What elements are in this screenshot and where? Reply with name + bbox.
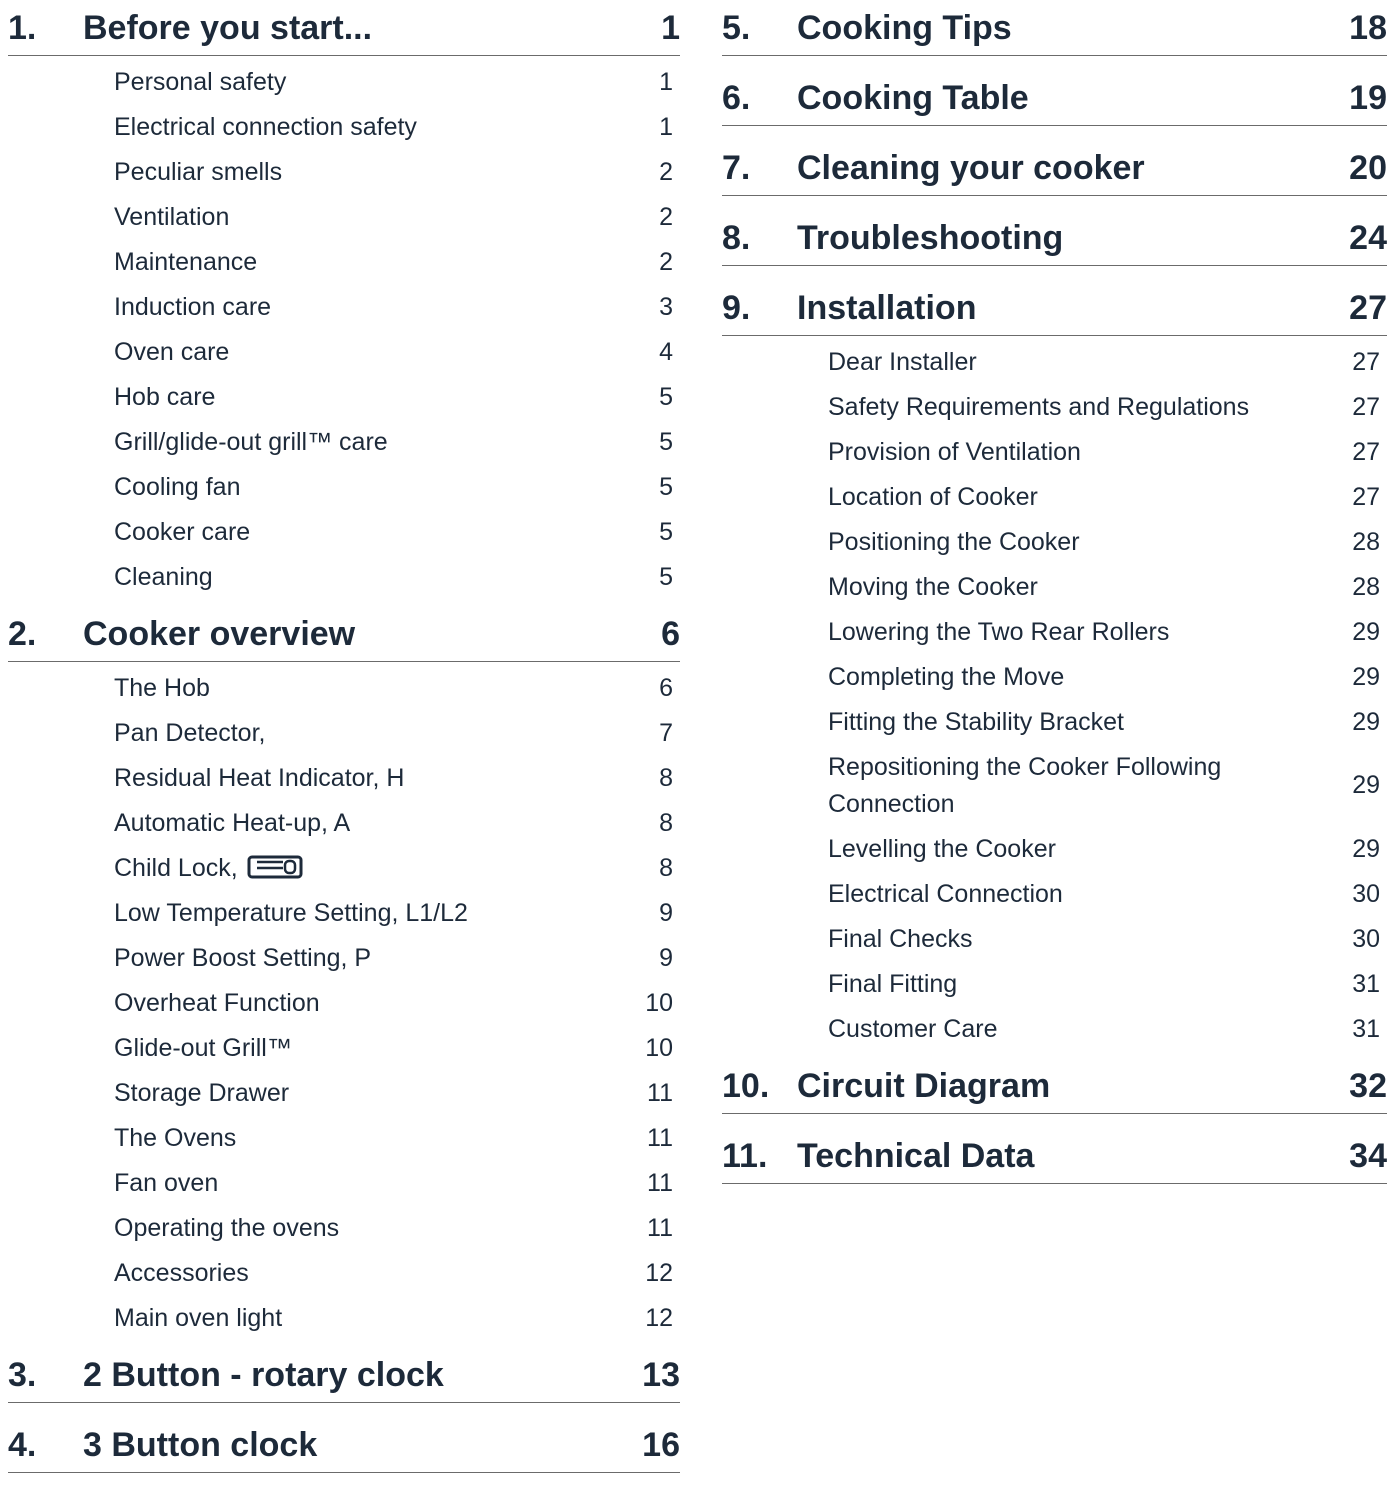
toc-entry[interactable]: [8, 60, 680, 105]
toc-section-heading[interactable]: [8, 0, 680, 56]
toc-entry[interactable]: [722, 340, 1387, 385]
entry-page-number: 27: [1352, 348, 1380, 376]
entry-label: Dear Installer: [828, 348, 977, 376]
entry-label: Positioning the Cooker: [828, 528, 1080, 556]
section-title: Circuit Diagram: [797, 1067, 1051, 1105]
entry-page-number: 11: [647, 1079, 673, 1107]
section-page-number: 16: [642, 1426, 680, 1464]
toc-entry[interactable]: [722, 475, 1387, 520]
entry-page-number: 9: [659, 944, 673, 972]
section-number: 10.: [722, 1067, 770, 1105]
section-title: 2 Button - rotary clock: [83, 1356, 444, 1394]
entry-page-number: 28: [1352, 528, 1380, 556]
toc-section: [8, 1417, 680, 1487]
toc-entry[interactable]: [8, 711, 680, 756]
toc-entry[interactable]: [722, 1007, 1387, 1052]
entry-page-number: 8: [659, 764, 673, 792]
entry-page-number: 9: [659, 899, 673, 927]
entry-page-number: 5: [659, 383, 673, 411]
section-title: 3 Button clock: [83, 1426, 318, 1464]
toc-entry[interactable]: [722, 610, 1387, 655]
entry-label: Electrical connection safety: [114, 113, 417, 141]
toc-section: [8, 0, 680, 606]
entry-page-number: 27: [1352, 438, 1380, 466]
entry-page-number: 31: [1352, 970, 1380, 998]
section-number: 2.: [8, 615, 37, 653]
toc-section-heading[interactable]: [8, 1347, 680, 1403]
entry-page-number: 2: [659, 158, 673, 186]
entry-label: The Hob: [114, 674, 210, 702]
toc-section: [722, 70, 1387, 140]
toc-entry[interactable]: [722, 827, 1387, 872]
toc-entry[interactable]: [8, 666, 680, 711]
section-title: Cleaning your cooker: [797, 149, 1145, 187]
toc-entry[interactable]: [8, 420, 680, 465]
entry-label: Oven care: [114, 338, 230, 366]
entry-page-number: 5: [659, 563, 673, 591]
section-title: Before you start...: [83, 9, 373, 47]
entry-page-number: 29: [1352, 663, 1380, 691]
entry-label: Storage Drawer: [114, 1079, 290, 1107]
toc-entry[interactable]: [8, 1161, 680, 1206]
entry-label: Residual Heat Indicator, H: [114, 764, 405, 792]
entry-page-number: 29: [1352, 835, 1380, 863]
entry-label: Fitting the Stability Bracket: [828, 708, 1124, 736]
toc-entry[interactable]: [722, 655, 1387, 700]
entry-label: Customer Care: [828, 1015, 998, 1043]
toc-entry[interactable]: [8, 1206, 680, 1251]
toc-section-heading[interactable]: [8, 606, 680, 662]
entry-label: Pan Detector,: [114, 719, 266, 747]
toc-right-column: [722, 0, 1387, 1198]
entry-label: The Ovens: [114, 1124, 237, 1152]
entry-page-number: 5: [659, 473, 673, 501]
entry-page-number: 10: [645, 1034, 673, 1062]
entry-label: Levelling the Cooker: [828, 835, 1056, 863]
toc-entry[interactable]: [8, 936, 680, 981]
entry-page-number: 8: [659, 854, 673, 882]
entry-page-number: 11: [647, 1124, 673, 1152]
entry-label: Final Fitting: [828, 970, 958, 998]
toc-entry[interactable]: [722, 745, 1387, 827]
entry-page-number: 4: [659, 338, 673, 366]
entry-page-number: 27: [1352, 393, 1380, 421]
entry-label: Lowering the Two Rear Rollers: [828, 618, 1170, 646]
section-number: 5.: [722, 9, 751, 47]
entry-page-number: 6: [659, 674, 673, 702]
toc-section: [722, 280, 1387, 1058]
entry-page-number: 30: [1352, 880, 1380, 908]
toc-entry[interactable]: [8, 1026, 680, 1071]
entry-label: Electrical Connection: [828, 880, 1063, 908]
child-lock-icon: [247, 854, 305, 891]
toc-entry[interactable]: [8, 1071, 680, 1116]
entry-page-number: 12: [645, 1259, 673, 1287]
section-number: 3.: [8, 1356, 37, 1394]
toc-entry[interactable]: [722, 872, 1387, 917]
section-page-number: 13: [642, 1356, 680, 1394]
toc-entry[interactable]: [8, 1251, 680, 1296]
entry-label: Operating the ovens: [114, 1214, 340, 1242]
entry-label: Glide-out Grill™: [114, 1034, 292, 1062]
section-page-number: 20: [1349, 149, 1387, 187]
entry-page-number: 30: [1352, 925, 1380, 953]
entry-page-number: 5: [659, 428, 673, 456]
toc-entry[interactable]: [8, 756, 680, 801]
toc-section: [722, 210, 1387, 280]
entry-page-number: 3: [659, 293, 673, 321]
section-number: 7.: [722, 149, 751, 187]
toc-entry[interactable]: [8, 375, 680, 420]
entry-label: Low Temperature Setting, L1/L2: [114, 899, 468, 927]
section-page-number: 24: [1349, 219, 1387, 257]
toc-section-heading[interactable]: [722, 1058, 1387, 1114]
section-title: Troubleshooting: [797, 219, 1064, 257]
toc-section-heading[interactable]: [722, 140, 1387, 196]
toc-entry[interactable]: [8, 465, 680, 510]
section-page-number: 6: [661, 615, 680, 653]
toc-entry[interactable]: [8, 285, 680, 330]
toc-entry[interactable]: [8, 195, 680, 240]
entry-page-number: 5: [659, 518, 673, 546]
section-number: 9.: [722, 289, 751, 327]
entry-label: Completing the Move: [828, 663, 1065, 691]
toc-section-heading[interactable]: [722, 1128, 1387, 1184]
entry-label: Final Checks: [828, 925, 973, 953]
toc-entry[interactable]: [722, 385, 1387, 430]
entry-label: Safety Requirements and Regulations: [828, 393, 1250, 421]
section-title: Installation: [797, 289, 977, 327]
section-page-number: 34: [1349, 1137, 1387, 1175]
section-number: 11.: [722, 1137, 768, 1175]
toc-entry[interactable]: [722, 430, 1387, 475]
toc-entry[interactable]: [8, 105, 680, 150]
entry-page-number: 29: [1352, 771, 1380, 799]
toc-entry[interactable]: [8, 1116, 680, 1161]
entry-page-number: 1: [659, 113, 673, 141]
entry-page-number: 12: [645, 1304, 673, 1332]
entry-label: Grill/glide-out grill™ care: [114, 428, 388, 456]
toc-entry[interactable]: [722, 565, 1387, 610]
section-page-number: 32: [1349, 1067, 1387, 1105]
entry-page-number: 7: [659, 719, 673, 747]
entry-page-number: 11: [647, 1214, 673, 1242]
entry-label: Overheat Function: [114, 989, 320, 1017]
toc-section: [8, 1347, 680, 1417]
toc-section-heading[interactable]: [8, 1417, 680, 1473]
toc-entry[interactable]: [722, 700, 1387, 745]
section-number: 4.: [8, 1426, 37, 1464]
toc-entry[interactable]: [722, 917, 1387, 962]
entry-page-number: 8: [659, 809, 673, 837]
entry-label: Cleaning: [114, 563, 213, 591]
entry-label: Cooling fan: [114, 473, 241, 501]
section-page-number: 27: [1349, 289, 1387, 327]
toc-entry[interactable]: [722, 520, 1387, 565]
entry-page-number: 11: [647, 1169, 673, 1197]
toc-entry[interactable]: [8, 891, 680, 936]
toc-section: [722, 1128, 1387, 1198]
entry-label: Automatic Heat-up, A: [114, 809, 351, 837]
section-page-number: 19: [1349, 79, 1387, 117]
section-title: Cooking Table: [797, 79, 1029, 117]
toc-section: [722, 1058, 1387, 1128]
entry-page-number: 29: [1352, 618, 1380, 646]
toc-section: [722, 0, 1387, 70]
toc-section-heading[interactable]: [722, 210, 1387, 266]
entry-label: Induction care: [114, 293, 272, 321]
section-page-number: 1: [661, 9, 680, 47]
section-title: Technical Data: [797, 1137, 1035, 1175]
entry-page-number: 2: [659, 203, 673, 231]
entry-label: Main oven light: [114, 1304, 283, 1332]
entry-label: Peculiar smells: [114, 158, 283, 186]
entry-label: Maintenance: [114, 248, 258, 276]
toc-section-heading[interactable]: [722, 0, 1387, 56]
toc-entry[interactable]: [8, 981, 680, 1026]
toc-entry[interactable]: [8, 801, 680, 846]
entry-label: Power Boost Setting, P: [114, 944, 372, 972]
toc-entry[interactable]: [8, 846, 680, 891]
entry-label: Personal safety: [114, 68, 287, 96]
section-title: Cooking Tips: [797, 9, 1012, 47]
toc-entry[interactable]: [8, 1296, 680, 1341]
entry-label: Hob care: [114, 383, 216, 411]
entry-page-number: 10: [645, 989, 673, 1017]
entry-label: Ventilation: [114, 203, 230, 231]
entry-page-number: 2: [659, 248, 673, 276]
entry-label: Provision of Ventilation: [828, 438, 1081, 466]
entry-page-number: 27: [1352, 483, 1380, 511]
toc-section: [8, 606, 680, 1347]
toc-left-column: [8, 0, 680, 1487]
entry-label: Fan oven: [114, 1169, 219, 1197]
section-number: 6.: [722, 79, 751, 117]
toc-entry[interactable]: [8, 150, 680, 195]
entry-label: Accessories: [114, 1259, 249, 1287]
toc-entry[interactable]: [8, 555, 680, 600]
entry-page-number: 28: [1352, 573, 1380, 601]
toc-entry[interactable]: [8, 510, 680, 555]
entry-label: Location of Cooker: [828, 483, 1038, 511]
entry-label: Child Lock,: [114, 850, 305, 891]
entry-label: Repositioning the Cooker Following Connection: [828, 753, 1222, 818]
toc-entry[interactable]: [8, 240, 680, 285]
entry-page-number: 1: [659, 68, 673, 96]
entry-page-number: 31: [1352, 1015, 1380, 1043]
toc-entry[interactable]: [8, 330, 680, 375]
section-page-number: 18: [1349, 9, 1387, 47]
toc-section-heading[interactable]: [722, 280, 1387, 336]
toc-section: [722, 140, 1387, 210]
entry-label: Moving the Cooker: [828, 573, 1038, 601]
toc-entry[interactable]: [722, 962, 1387, 1007]
entry-page-number: 29: [1352, 708, 1380, 736]
section-title: Cooker overview: [83, 615, 356, 653]
entry-label: Cooker care: [114, 518, 251, 546]
section-number: 1.: [8, 9, 37, 47]
toc-section-heading[interactable]: [722, 70, 1387, 126]
section-number: 8.: [722, 219, 751, 257]
